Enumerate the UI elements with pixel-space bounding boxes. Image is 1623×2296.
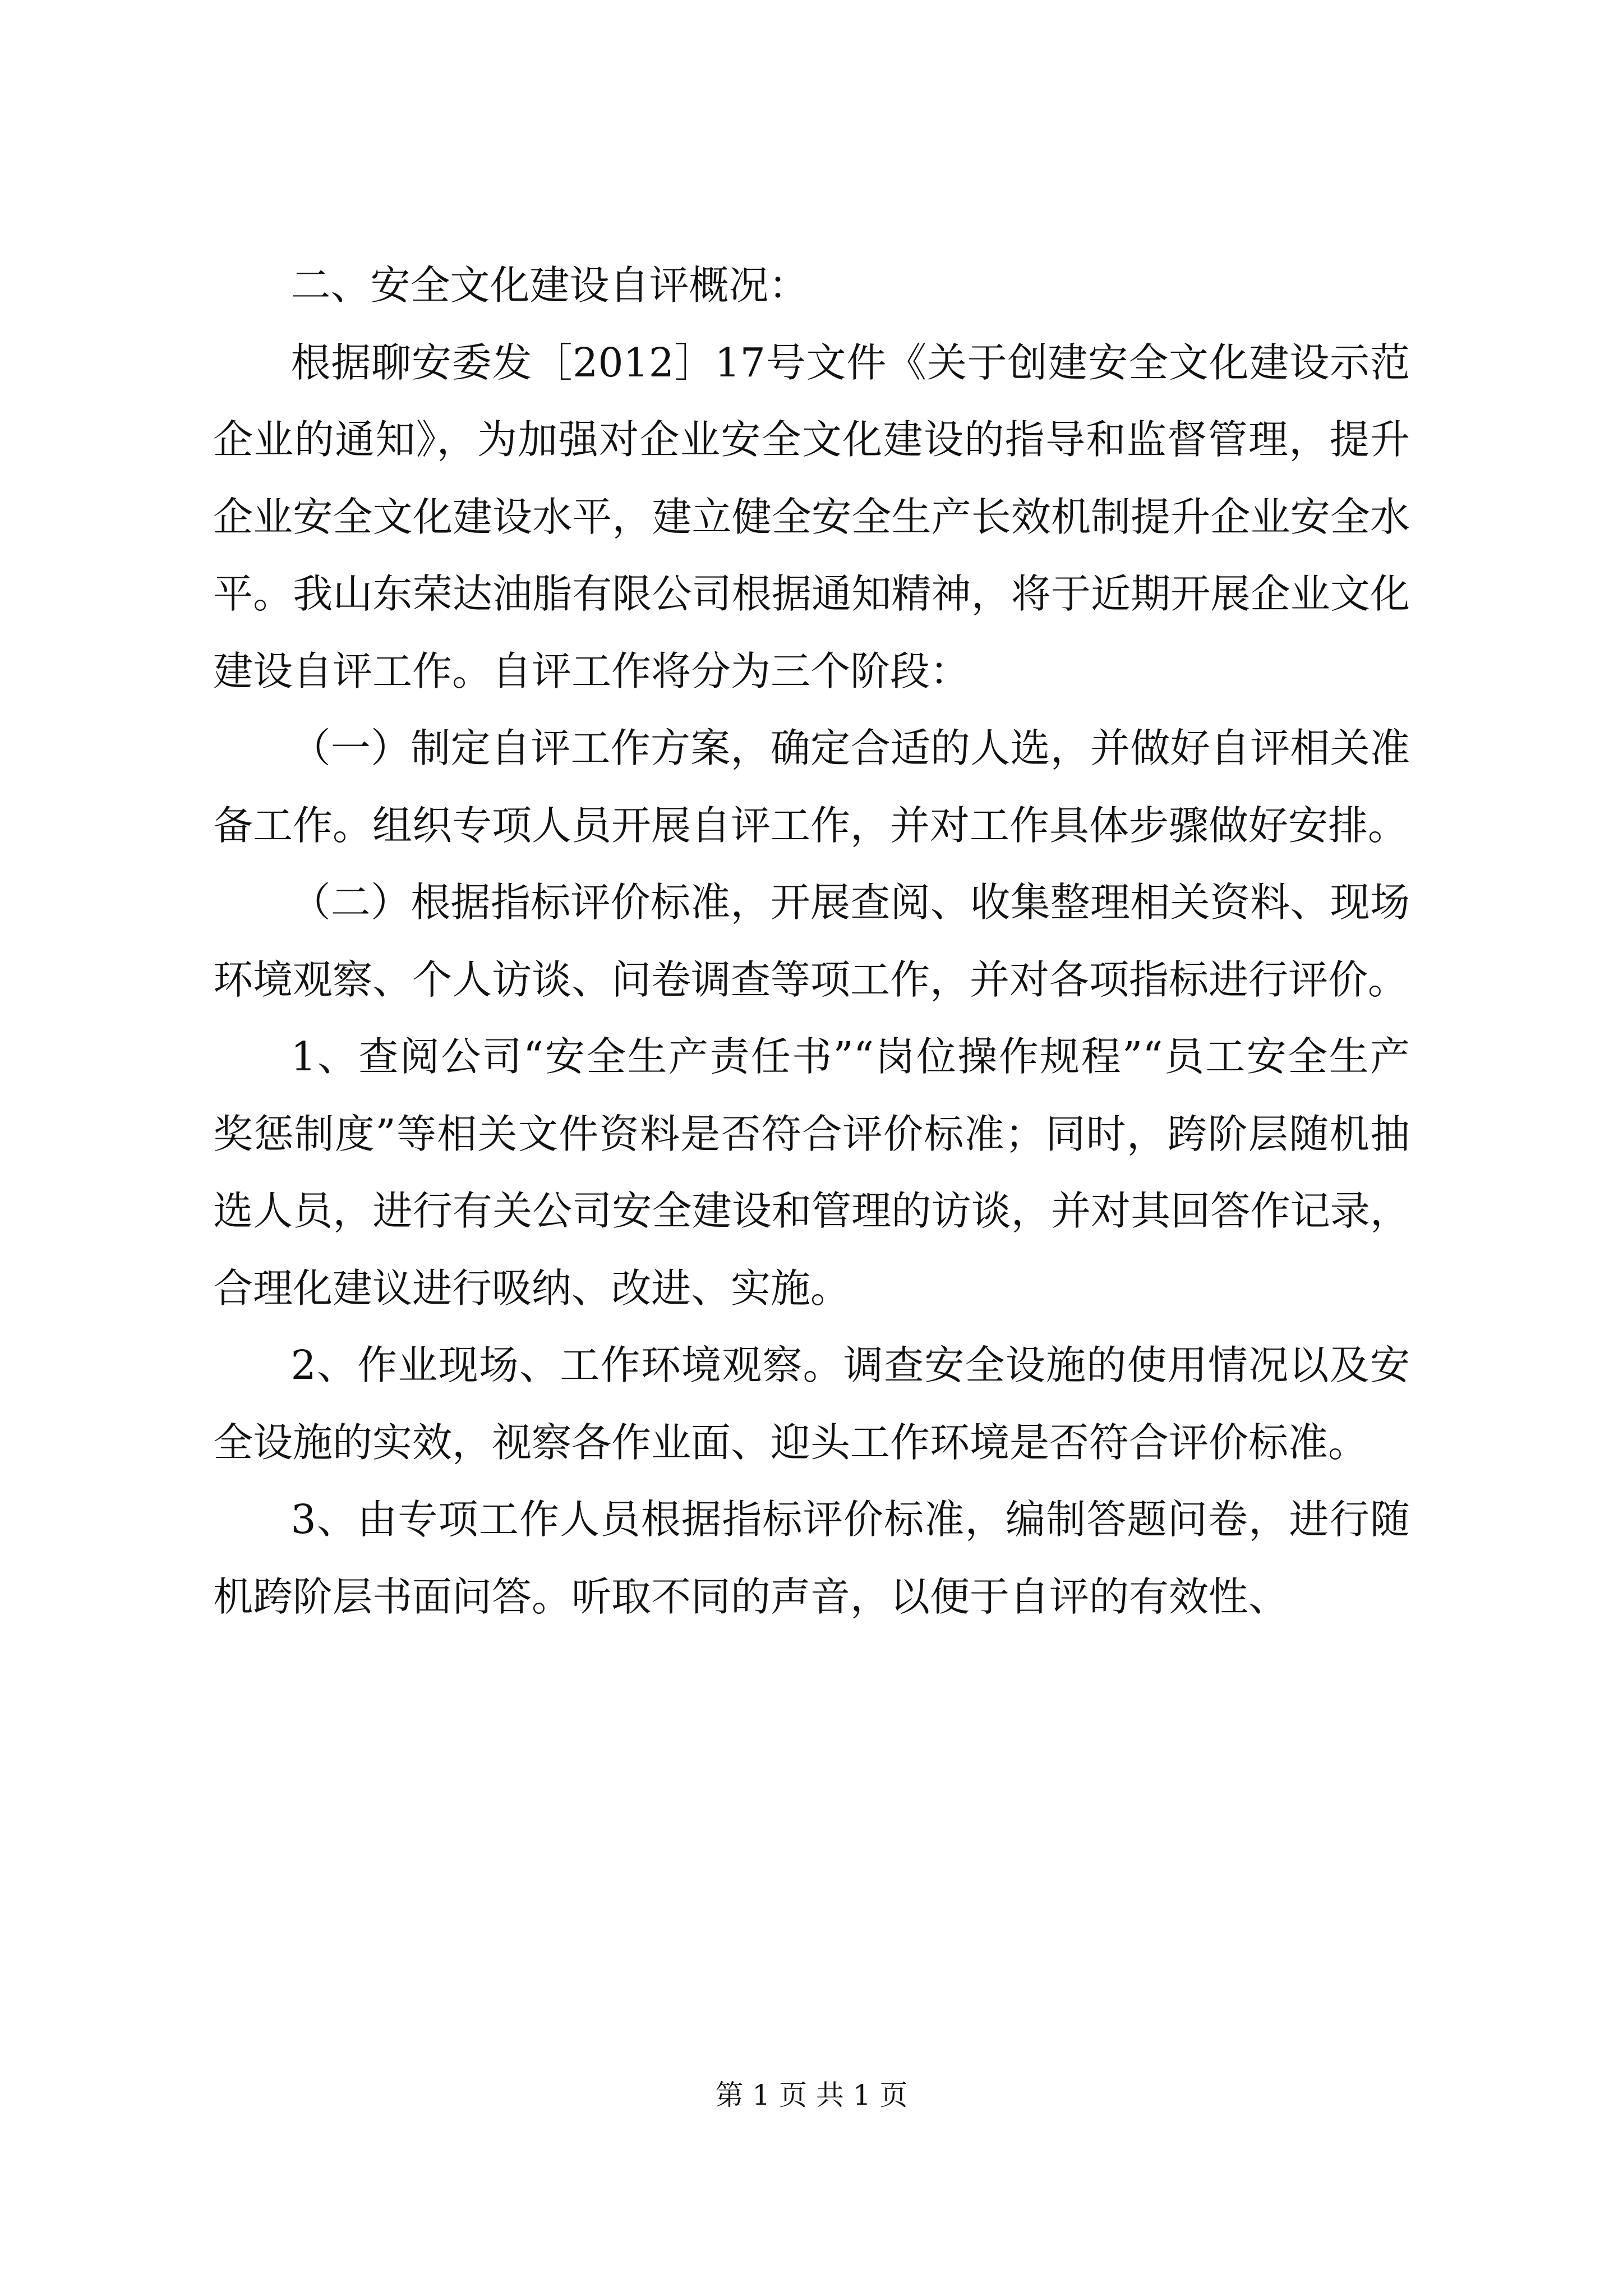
- paragraph-item-3: 3、由专项工作人员根据指标评价标准，编制答题问卷，进行随机跨阶层书面问答。听取不同的声音，以便于自评的有效性、: [213, 1496, 1410, 1620]
- paragraph-stage-2: （二）根据指标评价标准，开展查阅、收集整理相关资料、现场环境观察、个人访谈、问卷调查等项工作，并对各项指标进行评价。: [213, 879, 1410, 1003]
- paragraph-intro: 根据聊安委发［2012］17号文件《关于创建安全文化建设示范企业的通知》，为加强对企业安全文化建设的指导和监督管理，提升企业安全文化建设水平，建立健全安全生产长效机制提升企业安全水平。我山东荣达油脂有限公司根据通知精神，将于近期开展企业文化建设自评工作。自评工作将分为三个阶段：: [213, 339, 1410, 694]
- document-body: [213, 247, 1410, 1635]
- section-heading: 二、安全文化建设自评概况：: [291, 262, 809, 309]
- paragraph-stage-1: （一）制定自评工作方案，确定合适的人选，并做好自评相关准备工作。组织专项人员开展自评工作，并对工作具体步骤做好安排。: [213, 725, 1410, 849]
- paragraph-item-1: 1、查阅公司“安全生产责任书”“岗位操作规程”“员工安全生产奖惩制度”等相关文件资料是否符合评价标准；同时，跨阶层随机抽选人员，进行有关公司安全建设和管理的访谈，并对其回答作记录，合理化建议进行吸纳、改进、实施。: [213, 1033, 1410, 1312]
- page-footer: 第 1 页 共 1 页: [715, 2079, 908, 2111]
- paragraph-item-2: 2、作业现场、工作环境观察。调查安全设施的使用情况以及安全设施的实效，视察各作业面、迎头工作环境是否符合评价标准。: [213, 1342, 1410, 1466]
